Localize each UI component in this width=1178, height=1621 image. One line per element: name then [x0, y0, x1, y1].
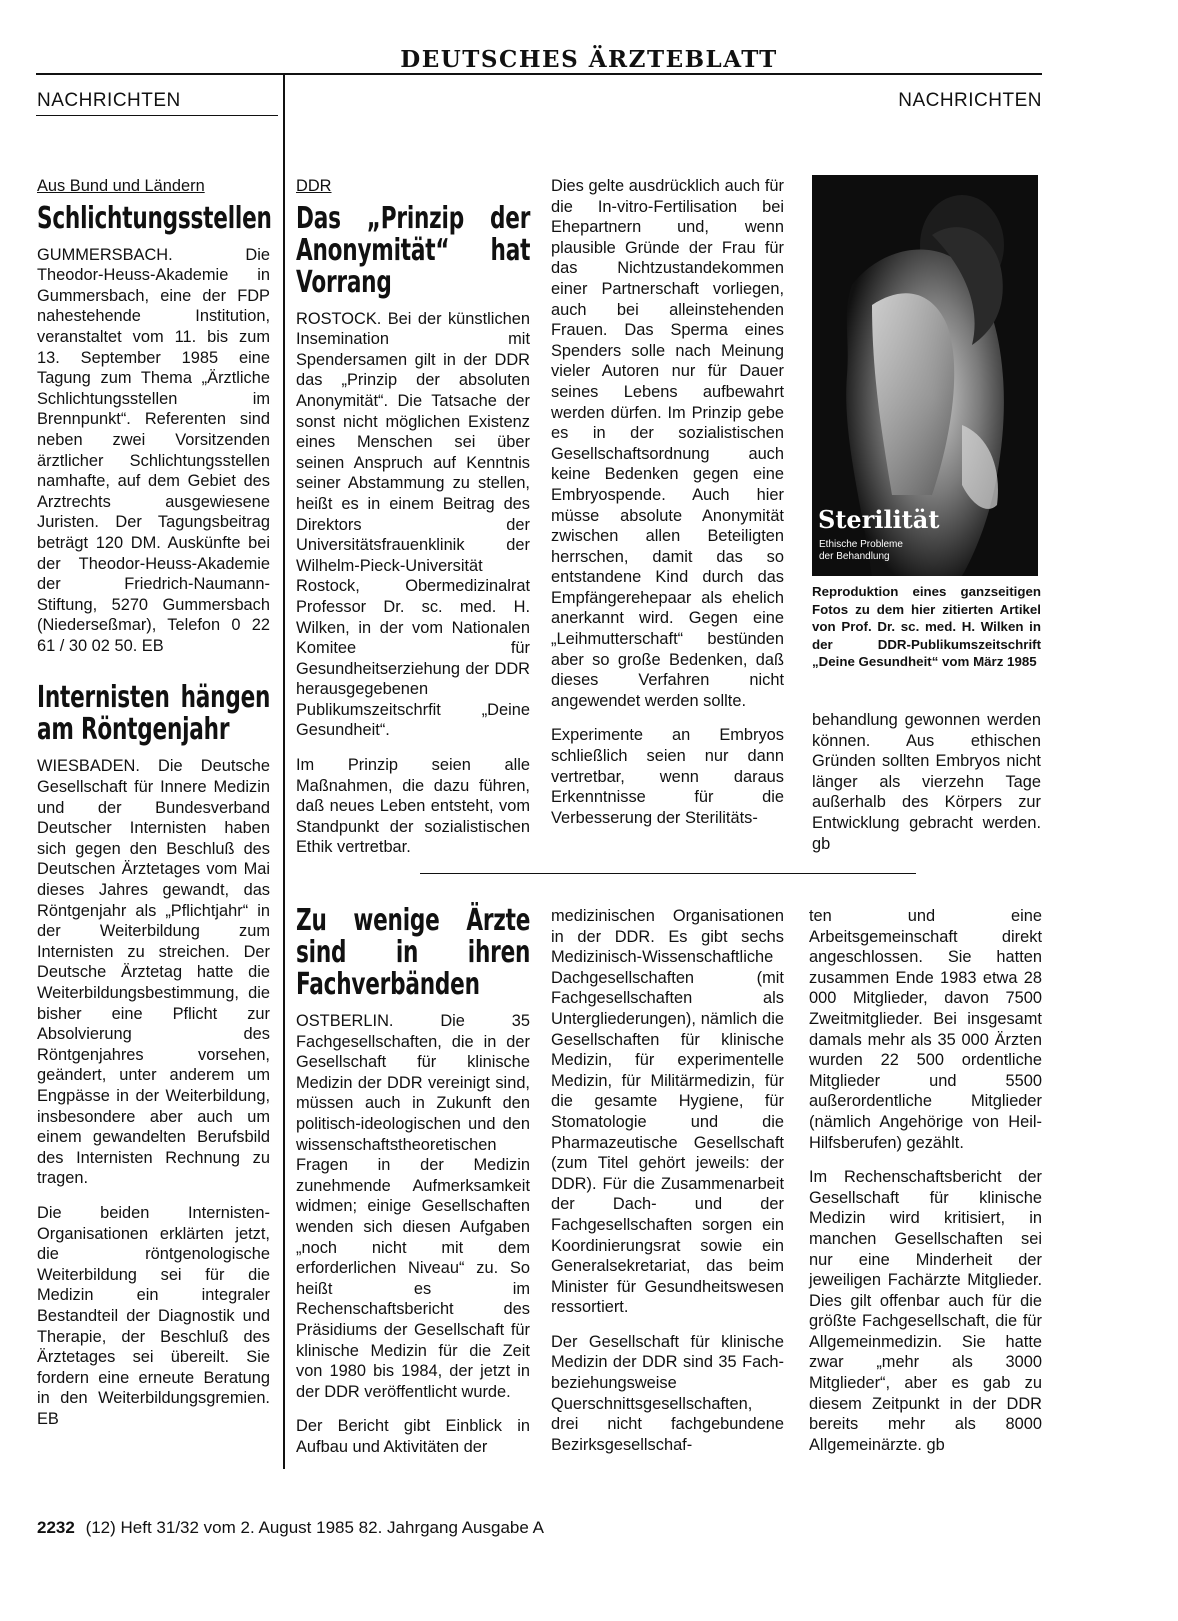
photo-subtitle-1: Ethische Probleme — [819, 539, 903, 550]
anonymitaet-p4: Experimente an Embryos schließlich seien nur dann vertretbar, wenn daraus Erkenntnisse für die Verbesserung der Sterilitäts- — [551, 726, 784, 827]
anonymitaet-col3 — [812, 710, 1041, 868]
column-divider — [283, 74, 285, 1469]
photo-title: Sterilität — [818, 505, 940, 534]
aerzte-p6: Im Rechenschaftsbericht der Gesellschaft für klinische Medizin wird kritisiert, in manchen Gesellschaften sei nur eine Minderheit der jeweiligen Fachärzte Mitglieder. Dies gilt offenbar auch für die größte Fachgesellschaft, die für Allgemeinmedizin. Sie hatte zwar „mehr als 3000 Mitglieder“, aber es gab zu diesem Zeitpunkt in der DDR bereits mehr als 8000 Allgemeinärzte. gb — [809, 1168, 1042, 1454]
headline-anonymitaet: Das „Prinzip der Anonymität“ hat Vorrang — [296, 200, 531, 300]
anonymitaet-p3: Dies gelte ausdrücklich auch für die In-vitro-Fertilisation bei Ehepartnern und, wenn plausible Gründe der Frau für das Nichtzustandekommen einer Partnerschaft vorliegen, auch bei alleinstehenden Frauen. Das Sperma eines Spenders solle nach Meinung vieler Autoren nur für Dauer seines Lebens aufbewahrt werden dürfen. Im Prinzip gebe es in der sozialistischen Gesellschaftsordnung auch keine Bedenken gegen eine Embryospende. Auch hier müsse absolute Anonymität zwischen allen Beteiligten herrschen, damit das so entstandene Kind durch das Empfängerehepaar als ehelich anerkannt wird. Gegen eine „Leihmutterschaft“ bestünden aber so große Bedenken, daß dieses Verfahren nicht angewendet werden sollte. — [551, 177, 784, 710]
aerzte-p4: Der Gesellschaft für klinische Medizin der DDR sind 35 Fach- beziehungsweise Querschnittsgesellschaften, drei nicht fachgebundene Bezirksgesellschaf- — [551, 1332, 784, 1454]
issue-info: (12) Heft 31/32 vom 2. August 1985 82. Jahrgang Ausgabe A — [85, 1518, 544, 1537]
column-left — [37, 176, 270, 1443]
photo-caption: Reproduktion eines ganzseitigen Fotos zu dem hier zitierten Artikel von Prof. Dr. sc. med. H. Wilken in der DDR-Publikumszeitschrift „Deine Gesundheit“ vom März 1985 — [812, 584, 1041, 669]
headline-schlichtung: Schlichtungsstellen — [37, 200, 272, 236]
photo-subtitle-2: der Behandlung — [819, 551, 890, 562]
section-label-right: NACHRICHTEN — [898, 90, 1042, 111]
aerzte-p5: ten und eine Arbeitsgemeinschaft direkt angeschlossen. Sie hatten zusammen Ende 1983 etwa 28 000 Mitglieder, davon 7500 Zweitmitglieder. Bei insgesamt damals mehr als 35 000 Ärzten wurden 22 500 ordentliche Mitglieder und 5500 außerordentliche Mitglieder (nämlich Angehörige von Heil-Hilfsberufen) gezählt. — [809, 907, 1042, 1152]
article-internisten-p1: WIESBADEN. Die Deutsche Gesellschaft für Innere Medizin und der Bundesverband Deutscher Internisten haben sich gegen den Beschluß des Deutschen Ärztetages vom Mai dieses Jahres gewandt, das Röntgenjahr als „Pflichtjahr“ in der Weiterbildung zum Internisten zu streichen. Der Deutsche Ärztetag hatte die Weiterbildungsbestimmung, die bisher eine Pflicht zur Absolvierung des Röntgenjahres vorsehen, geändert, unter anderem um Engpässe in der Weiterbildung, insbesondere aber auch um einem gewandelten Berufsbild des Internisten Rechnung zu tragen. — [37, 757, 270, 1188]
aerzte-col2 — [551, 906, 784, 1469]
article-internisten-p2: Die beiden Internisten-Organisationen erklärten jetzt, die röntgenologische Weiterbildung sei für die Medizin ein integraler Bestandteil der Diagnostik und Therapie, der Beschluß des Ärztetages sei übereilt. Sie fordern eine erneute Beratung in den Weiterbildungsgremien. EB — [37, 1203, 270, 1428]
anonymitaet-col1 — [296, 176, 530, 872]
anonymitaet-p2: Im Prinzip seien alle Maßnahmen, die dazu führen, daß neues Leben entsteht, vom Standpunkt der sozialistischen Ethik vertretbar. — [296, 756, 530, 857]
anonymitaet-p5: behandlung gewonnen werden können. Aus ethischen Gründen sollten Embryos nicht länger als vierzehn Tage außerhalb des Körpers zur Entwicklung gebracht werden. gb — [812, 711, 1041, 853]
aerzte-p1: OSTBERLIN. Die 35 Fachgesellschaften, die in der Gesellschaft für klinische Medizin der DDR vereinigt sind, müssen auch in Zukunft den politisch-ideologischen und den wissenschaftstheoretischen Fragen in der Medizin zunehmende Aufmerksamkeit widmen; einige Gesellschaften wenden sich diesen Aufgaben „noch nicht mit dem erforderlichen Niveau“ zu. So heißt es im Rechenschaftsbericht des Präsidiums der Gesellschaft für klinische Medizin für die Zeit von 1980 bis 1984, der jetzt in der DDR veröffentlicht wurde. — [296, 1012, 530, 1401]
page-number: 2232 — [37, 1518, 75, 1537]
masthead-rule — [36, 73, 1042, 75]
aerzte-col3 — [809, 906, 1042, 1469]
kicker-ddr: DDR — [296, 177, 332, 195]
masthead: DEUTSCHES ÄRZTEBLATT — [400, 46, 778, 73]
aerzte-p3: medizinischen Organisationen in der DDR. Es gibt sechs Medizinisch-Wissenschaftliche Dachgesellschaften (mit Fachgesellschaften als Untergliederungen), nämlich die Gesellschaften für klinische Medizin, für experimentelle Medizin, für Militärmedizin, für die gesamte Hygiene, für Stomatologie und die Pharmazeutische Gesellschaft (zum Titel gehört jeweils: der DDR). Für die Zusammenarbeit der Dach- und der Fachgesellschaften sorgen ein Koordinierungsrat sowie ein Generalsekretariat, das beim Minister für Gesundheitswesen ressortiert. — [551, 907, 784, 1317]
section-label-left: NACHRICHTEN — [37, 90, 181, 111]
headline-internisten: Internisten hängen am Röntgenjahr — [37, 680, 271, 748]
mid-divider — [420, 873, 916, 874]
headline-aerzte: Zu wenige Ärzte sind in ihren Fachverbänden — [296, 903, 531, 1002]
page-footer — [37, 1518, 544, 1538]
anonymitaet-col2 — [551, 176, 784, 842]
section-rule-left — [36, 115, 278, 116]
aerzte-p2: Der Bericht gibt Einblick in Aufbau und Aktivitäten der — [296, 1417, 530, 1456]
aerzte-col1 — [296, 905, 530, 1471]
sterility-photo — [812, 175, 1038, 576]
kicker-bund: Aus Bund und Ländern — [37, 177, 205, 195]
article-schlichtung: GUMMERSBACH. Die Theodor-Heuss-Akademie in Gummersbach, eine der FDP nahestehende Institution, veranstaltet vom 11. bis zum 13. September 1985 eine Tagung zum Thema „Ärztliche Schlichtungsstellen im Brennpunkt“. Referenten sind neben zwei Vorsitzenden ärztlicher Schlichtungsstellen namhafte, auf dem Gebiet des Arztrechts ausgewiesene Juristen. Der Tagungsbeitrag beträgt 120 DM. Auskünfte bei der Theodor-Heuss-Akademie der Friedrich-Naumann-Stiftung, 5270 Gummersbach (Niederseßmar), Telefon 0 22 61 / 30 02 50. EB — [37, 245, 270, 655]
anonymitaet-p1: ROSTOCK. Bei der künstlichen Insemination mit Spendersamen gilt in der DDR das „Prinzip der absoluten Anonymität“. Die Tatsache der sonst nicht möglichen Existenz eines Menschen sei über seinen Anspruch auf Kenntnis seiner Abstammung zu stellen, heißt es in einem Beitrag des Direktors der Universitätsfrauenklinik der Wilhelm-Pieck-Universität Rostock, Obermedizinalrat Professor Dr. sc. med. H. Wilken, in der vom Nationalen Komitee für Gesundheitserziehung der DDR herausgegebenen Publikumszeitschrfit „Deine Gesundheit“. — [296, 309, 530, 740]
